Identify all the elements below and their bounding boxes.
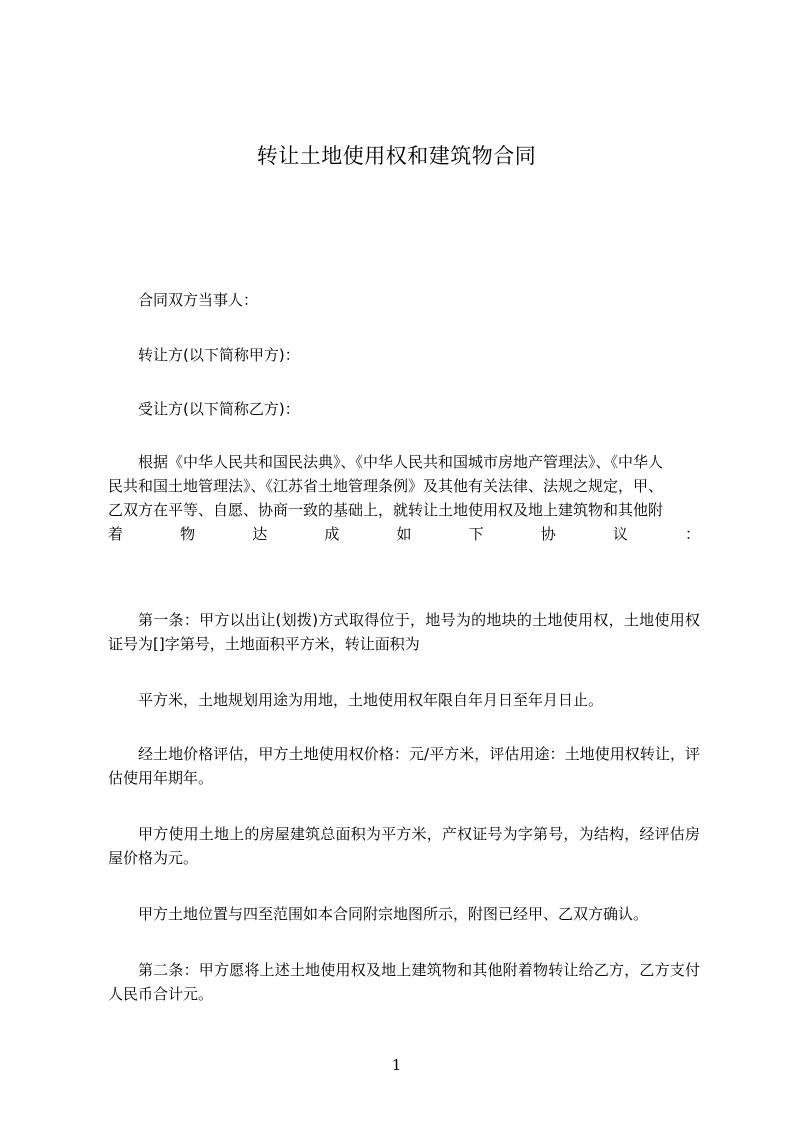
page-number: 1	[391, 1056, 402, 1074]
building-paragraph: 甲方使用土地上的房屋建筑总面积为平方米，产权证号为字第号，为结构，经评估房屋价格为元。	[108, 825, 700, 867]
transferee-line: 受让方(以下简称乙方)：	[138, 400, 300, 418]
preamble-line-2: 民共和国土地管理法》、《江苏省土地管理条例》及其他有关法律、法规之规定，甲、	[108, 477, 664, 495]
preamble-line-3: 乙双方在平等、自愿、协商一致的基础上，就转让土地使用权及地上建筑物和其他附	[108, 501, 664, 519]
article-1-paragraph: 第一条：甲方以出让(划拨)方式取得位于，地号为的地块的土地使用权，土地使用权证号为[]字第号，土地面积平方米，转让面积为	[108, 611, 700, 653]
article-2-paragraph: 第二条：甲方愿将上述土地使用权及地上建筑物和其他附着物转让给乙方，乙方支付人民币合计元。	[108, 961, 700, 1003]
article-1-continuation: 平方米，土地规划用途为用地，土地使用权年限自年月日至年月日止。	[138, 691, 604, 709]
valuation-paragraph: 经土地价格评估，甲方土地使用权价格：元/平方米，评估用途：土地使用权转让，评估使用年期年。	[108, 745, 700, 787]
location-paragraph: 甲方土地位置与四至范围如本合同附宗地图所示，附图已经甲、乙双方确认。	[138, 905, 649, 923]
parties-heading: 合同双方当事人：	[138, 291, 259, 309]
preamble-line-1: 根据《中华人民共和国民法典》、《中华人民共和国城市房地产管理法》、《中华人	[138, 453, 664, 471]
preamble-paragraph	[108, 450, 700, 546]
preamble-line-4: 着物达成如下协议：	[108, 525, 700, 543]
document-title: 转让土地使用权和建筑物合同	[256, 144, 537, 168]
transferor-line: 转让方(以下简称甲方)：	[138, 346, 300, 364]
